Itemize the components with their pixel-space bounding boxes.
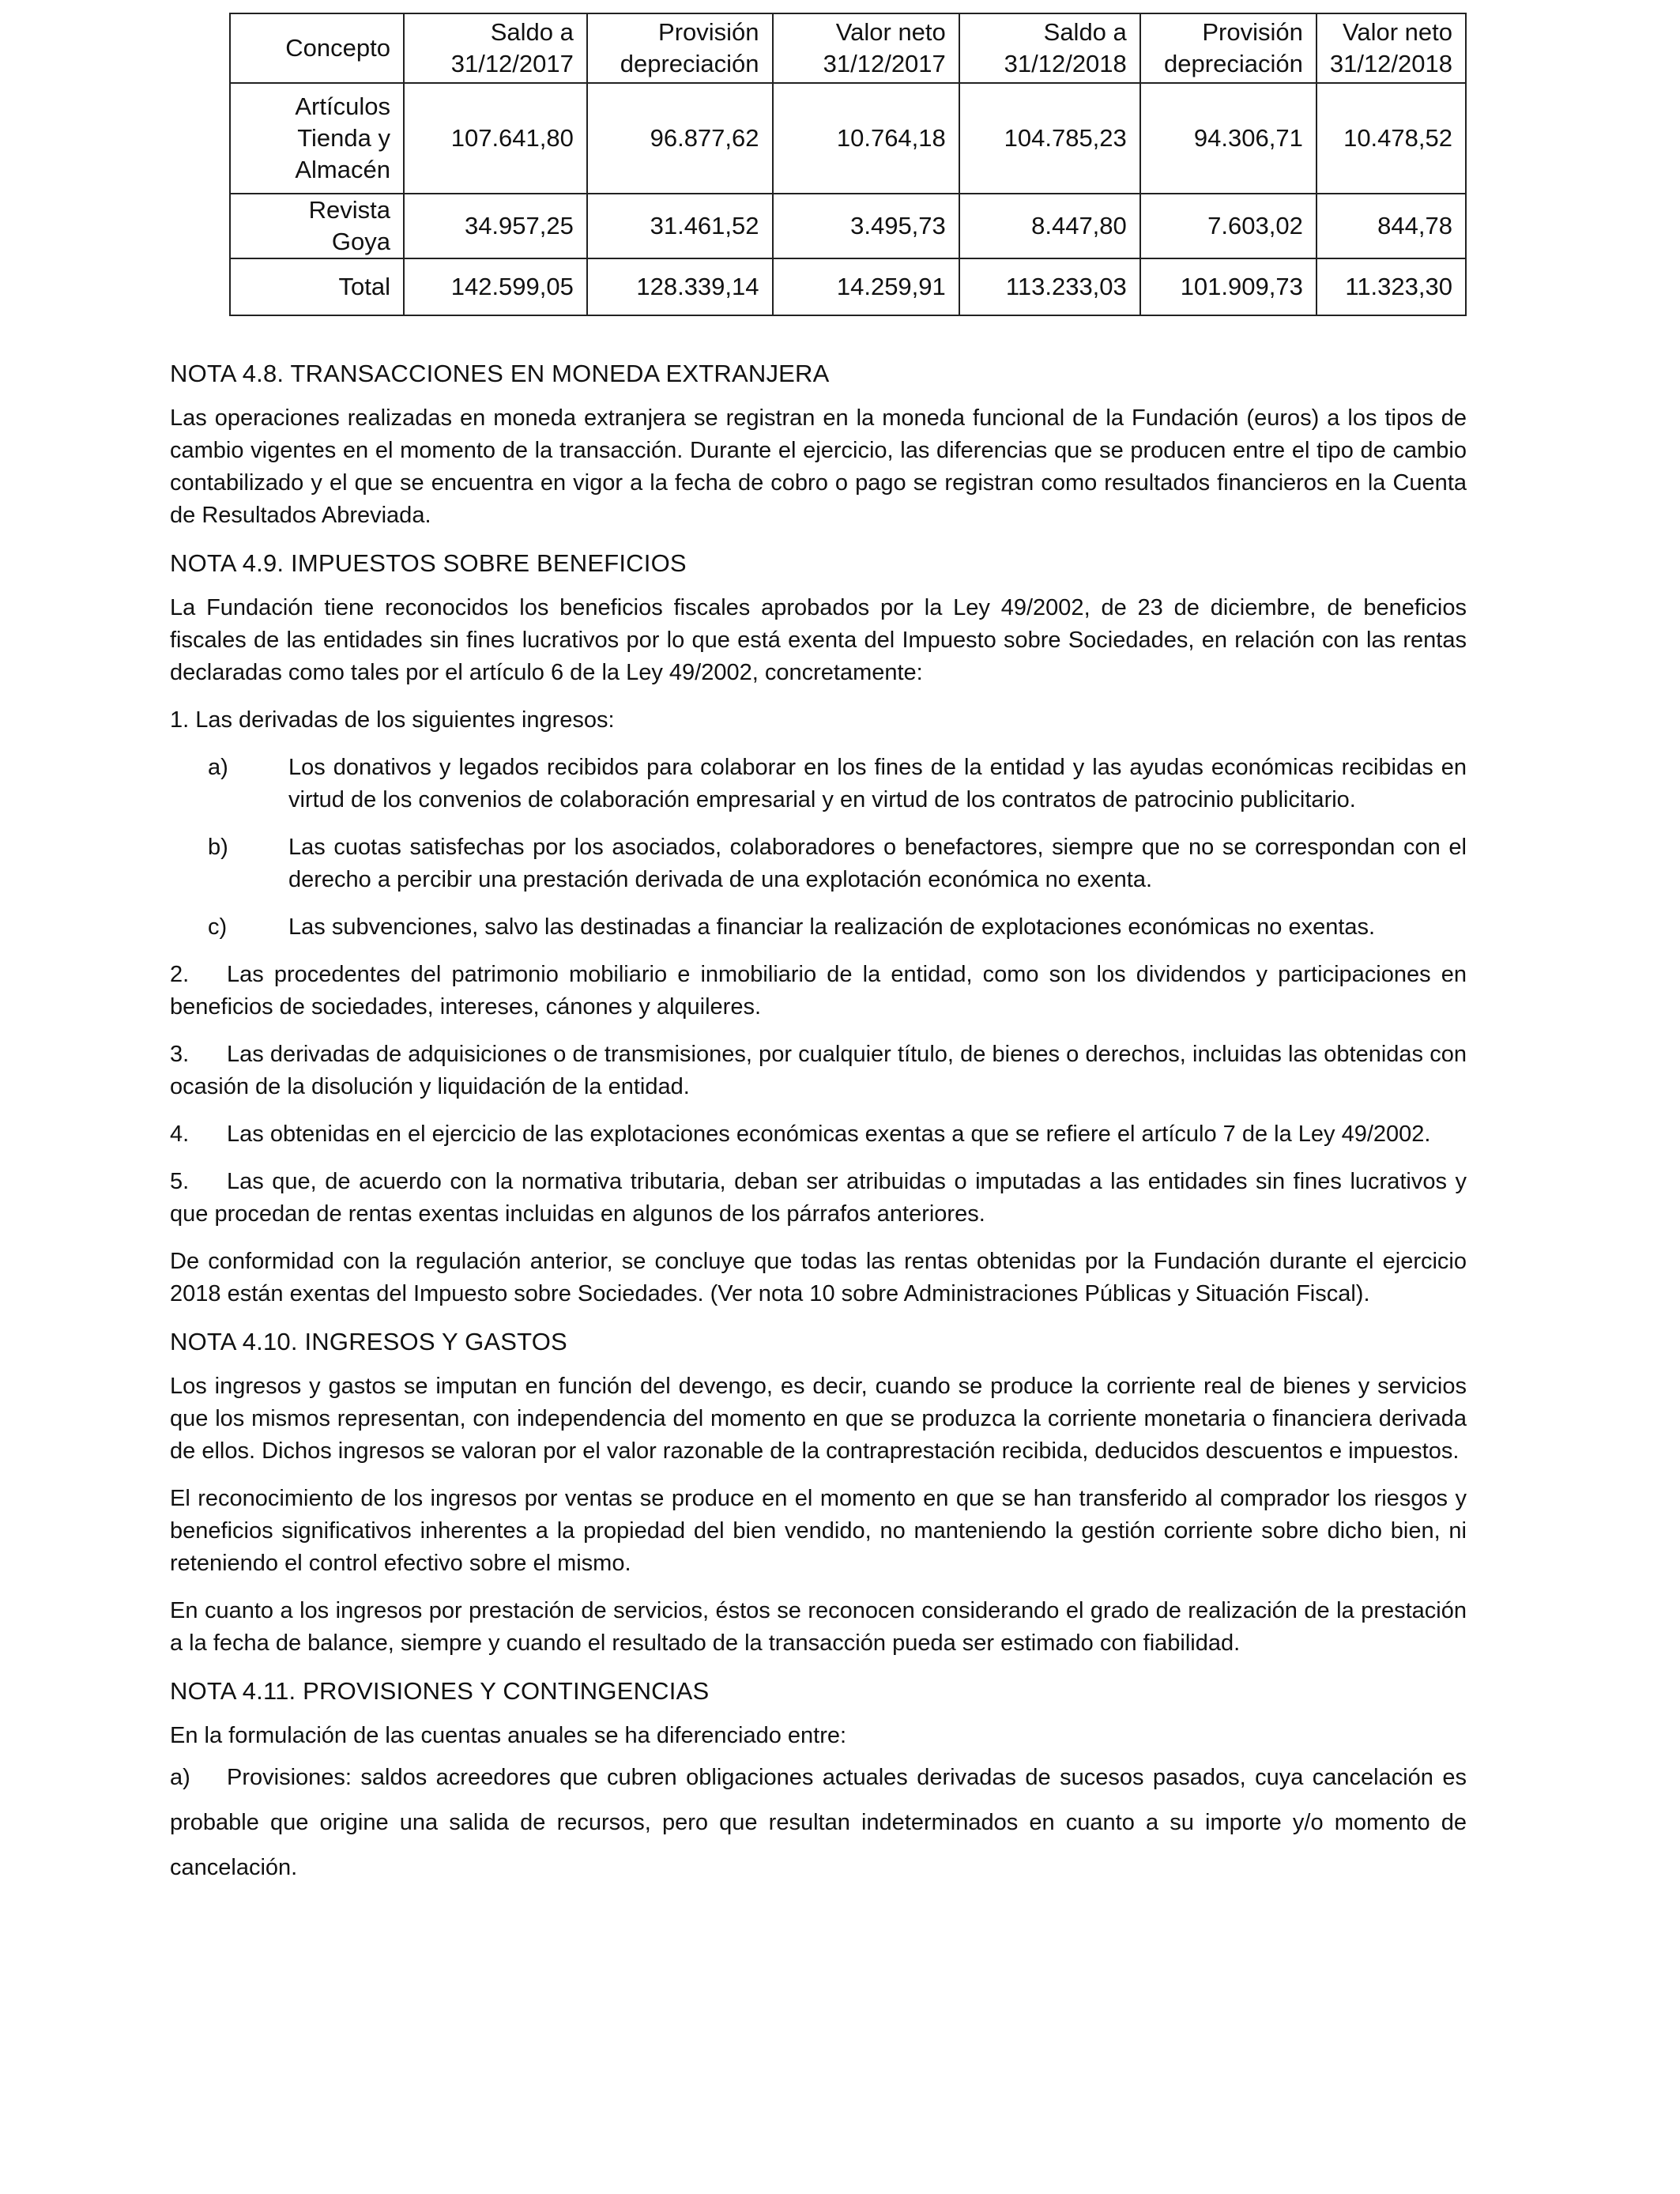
paragraph: En la formulación de las cuentas anuales se ha diferenciado entre: bbox=[170, 1723, 847, 1748]
table-cell: 101.909,73 bbox=[1140, 258, 1317, 315]
list-text: Los donativos y legados recibidos para colaborar en los fines de la entidad y las ayudas económicas recibidas en virtud de los convenios de colaboración empresarial y en virtud de los contratos de patrocinio publicitario. bbox=[288, 755, 1467, 812]
list-text: Provisiones: saldos acreedores que cubren obligaciones actuales derivadas de sucesos pasados, cuya cancelación es probable que origine una salida de recursos, pero que resultan indeterminados en cuanto a su importe y/o momento de cancelación. bbox=[170, 1765, 1467, 1880]
table-total-row bbox=[230, 258, 1466, 315]
list-text: Las cuotas satisfechas por los asociados, colaboradores o benefactores, siempre que no se correspondan con el derecho a percibir una prestación derivada de una explotación económica no exenta. bbox=[288, 835, 1467, 892]
list-text: Las procedentes del patrimonio mobiliario e inmobiliario de la entidad, como son los dividendos y participaciones en beneficios de sociedades, intereses, cánones y alquileres. bbox=[170, 962, 1467, 1020]
list-number: 5. bbox=[170, 1169, 190, 1194]
cell-concepto: Revista Goya bbox=[230, 194, 404, 258]
list-item bbox=[170, 1039, 1467, 1103]
sub-list-item bbox=[170, 831, 1467, 896]
table-cell: 34.957,25 bbox=[404, 194, 587, 258]
table-cell: 8.447,80 bbox=[959, 194, 1140, 258]
header-saldo-2017: Saldo a 31/12/2017 bbox=[404, 13, 587, 83]
list-item bbox=[170, 1118, 1467, 1151]
cell-concepto: Total bbox=[230, 258, 404, 315]
list-item bbox=[170, 1166, 1467, 1231]
table-cell: 107.641,80 bbox=[404, 83, 587, 194]
list-number: 2. bbox=[170, 962, 190, 987]
list-marker: a) bbox=[170, 1765, 190, 1790]
paragraph: El reconocimiento de los ingresos por ventas se produce en el momento en que se han transferido al comprador los riesgos y beneficios significativos inherentes a la propiedad del bien vendido, no manteniendo la gestión corriente sobre dicho bien, ni reteniendo el control efectivo sobre el mismo. bbox=[170, 1486, 1467, 1576]
table-row bbox=[230, 194, 1466, 258]
paragraph: La Fundación tiene reconocidos los beneficios fiscales aprobados por la Ley 49/2002, de 23 de diciembre, de beneficios fiscales de las entidades sin fines lucrativos por lo que está exenta del Impuesto sobre Sociedades, en relación con las rentas declaradas como tales por el artículo 6 de la Ley 49/2002, concretamente: bbox=[170, 595, 1467, 685]
table-cell: 10.764,18 bbox=[773, 83, 959, 194]
section-title-nota-4-8: NOTA 4.8. TRANSACCIONES EN MONEDA EXTRANJERA bbox=[170, 360, 830, 387]
table-cell: 3.495,73 bbox=[773, 194, 959, 258]
paragraph: Los ingresos y gastos se imputan en función del devengo, es decir, cuando se produce la corriente real de bienes y servicios que los mismos representan, con independencia del momento en que se produzca la corriente monetaria o financiera derivada de ellos. Dichos ingresos se valoran por el valor razonable de la contraprestación recibida, deducidos descuentos e impuestos. bbox=[170, 1374, 1467, 1464]
table-cell: 113.233,03 bbox=[959, 258, 1140, 315]
section-title-nota-4-9: NOTA 4.9. IMPUESTOS SOBRE BENEFICIOS bbox=[170, 549, 687, 577]
cell-concepto: Artículos Tienda y Almacén bbox=[230, 83, 404, 194]
sub-list-item bbox=[170, 911, 1467, 944]
header-saldo-2018: Saldo a 31/12/2018 bbox=[959, 13, 1140, 83]
paragraph: De conformidad con la regulación anterior, se concluye que todas las rentas obtenidas por la Fundación durante el ejercicio 2018 están exentas del Impuesto sobre Sociedades. (Ver nota 10 sobre Administraciones Públicas y Situación Fiscal). bbox=[170, 1249, 1467, 1306]
table-cell: 14.259,91 bbox=[773, 258, 959, 315]
table-cell: 128.339,14 bbox=[587, 258, 773, 315]
paragraph: En cuanto a los ingresos por prestación de servicios, éstos se reconocen considerando el grado de realización de la prestación a la fecha de balance, siempre y cuando el resultado de la transacción pueda ser estimado con fiabilidad. bbox=[170, 1598, 1467, 1656]
header-neto-2017: Valor neto 31/12/2017 bbox=[773, 13, 959, 83]
table-cell: 104.785,23 bbox=[959, 83, 1140, 194]
section-title-nota-4-10: NOTA 4.10. INGRESOS Y GASTOS bbox=[170, 1328, 567, 1355]
paragraph: Las operaciones realizadas en moneda extranjera se registran en la moneda funcional de la Fundación (euros) a los tipos de cambio vigentes en el momento de la transacción. Durante el ejercicio, las diferencias que se producen entre el tipo de cambio contabilizado y el que se encuentra en vigor a la fecha de cobro o pago se registran como resultados financieros en la Cuenta de Resultados Abreviada. bbox=[170, 405, 1467, 528]
list-number: 3. bbox=[170, 1042, 190, 1067]
list-text: Las subvenciones, salvo las destinadas a financiar la realización de explotaciones económicas no exentas. bbox=[288, 914, 1376, 940]
table-cell: 11.323,30 bbox=[1317, 258, 1466, 315]
table-cell: 94.306,71 bbox=[1140, 83, 1317, 194]
table-header-row bbox=[230, 13, 1466, 83]
list-text: Las derivadas de adquisiciones o de transmisiones, por cualquier título, de bienes o derechos, incluidas las obtenidas con ocasión de la disolución y liquidación de la entidad. bbox=[170, 1042, 1467, 1099]
header-concepto: Concepto bbox=[230, 13, 404, 83]
document-body bbox=[170, 357, 1467, 1906]
list-item bbox=[170, 1755, 1467, 1891]
list-item: 1. Las derivadas de los siguientes ingresos: bbox=[170, 707, 615, 733]
table-cell: 844,78 bbox=[1317, 194, 1466, 258]
table-cell: 142.599,05 bbox=[404, 258, 587, 315]
list-marker: c) bbox=[208, 914, 228, 940]
table-row bbox=[230, 83, 1466, 194]
header-neto-2018: Valor neto 31/12/2018 bbox=[1317, 13, 1466, 83]
list-marker: a) bbox=[208, 755, 228, 780]
table-cell: 7.603,02 bbox=[1140, 194, 1317, 258]
list-text: Las que, de acuerdo con la normativa tributaria, deban ser atribuidas o imputadas a las entidades sin fines lucrativos y que procedan de rentas exentas incluidas en algunos de los párrafos anteriores. bbox=[170, 1169, 1467, 1227]
header-provision-2018: Provisión depreciación bbox=[1140, 13, 1317, 83]
section-title-nota-4-11: NOTA 4.11. PROVISIONES Y CONTINGENCIAS bbox=[170, 1677, 710, 1705]
table-cell: 10.478,52 bbox=[1317, 83, 1466, 194]
list-item bbox=[170, 959, 1467, 1023]
list-number: 4. bbox=[170, 1122, 190, 1147]
list-marker: b) bbox=[208, 835, 228, 860]
table-cell: 96.877,62 bbox=[587, 83, 773, 194]
sub-list-item bbox=[170, 752, 1467, 816]
table-cell: 31.461,52 bbox=[587, 194, 773, 258]
list-text: Las obtenidas en el ejercicio de las explotaciones económicas exentas a que se refiere el artículo 7 de la Ley 49/2002. bbox=[227, 1122, 1431, 1147]
inventory-table bbox=[229, 13, 1467, 316]
header-provision-2017: Provisión depreciación bbox=[587, 13, 773, 83]
